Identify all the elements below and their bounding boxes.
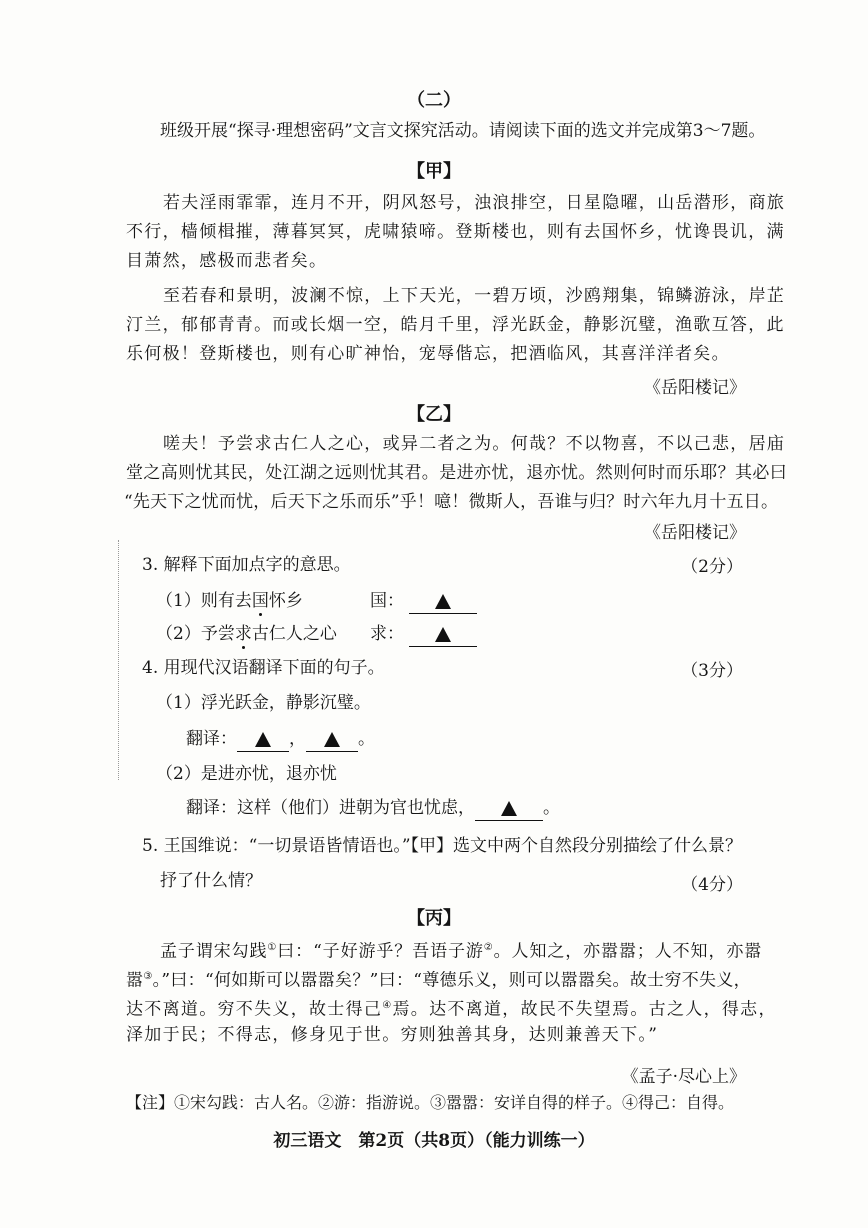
passage-yi-heading: 【乙】: [407, 404, 461, 425]
section-title: （二）: [407, 90, 461, 111]
triangle-icon: [435, 594, 451, 609]
triangle-icon: [255, 732, 271, 747]
q3-stem: 3. 解释下面加点字的意思。: [142, 555, 351, 575]
passage-bing-heading: 【丙】: [407, 908, 461, 929]
q3-answer-2: 求：: [370, 623, 477, 645]
q3-answer-1: 国：: [370, 590, 477, 612]
page-footer: 初三语文 第2页（共8页）（能力训练一）: [273, 1131, 595, 1151]
bing-line: 泽加于民；不得志，修身见于世。穷则独善其身，达则兼善天下。”: [126, 1025, 659, 1045]
intro-text: 班级开展“探寻·理想密码”文言文探究活动。请阅读下面的选文并完成第3～7题。: [160, 121, 766, 141]
q3-item-2: （2）予尝求古仁人之心: [156, 624, 337, 644]
bing-line: 嚣③。”曰：“何如斯可以嚣嚣矣？”曰：“尊德乐义，则可以嚣嚣矣。故士穷不失义，: [126, 970, 751, 991]
yi-line: 堂之高则忧其民，处江湖之远则忧其君。是进亦忧，退亦忧。然则何时而乐耶？其必曰: [126, 463, 788, 483]
q3-item-1: （1）则有去国怀乡: [156, 591, 303, 611]
answer-blank[interactable]: [409, 626, 477, 647]
q4-translate-2: 翻译：这样（他们）进朝为官也忧虑， 。: [186, 797, 560, 819]
jia-line: 不行，樯倾楫摧，薄暮冥冥，虎啸猿啼。登斯楼也，则有去国怀乡，忧谗畏讥，满: [126, 222, 785, 242]
triangle-icon: [324, 732, 340, 747]
jia-line: 乐何极！登斯楼也，则有心旷神怡，宠辱偕忘，把酒临风，其喜洋洋者矣。: [126, 344, 730, 364]
q4-item-2: （2）是进亦忧，退亦忧: [156, 764, 337, 784]
yi-line: “先天下之忧而忧，后天下之乐而乐”乎！噫！微斯人，吾谁与归？时六年九月十五日。: [124, 492, 779, 512]
answer-blank[interactable]: [237, 731, 289, 752]
q4-stem: 4. 用现代汉语翻译下面的句子。: [142, 658, 385, 678]
jia-line: 若夫淫雨霏霏，连月不开，阴风怒号，浊浪排空，日星隐曜，山岳潜形，商旅: [163, 193, 786, 213]
q4-score: （3分）: [681, 661, 743, 681]
q5-stem-cont: 抒了什么情？: [160, 871, 262, 891]
answer-blank[interactable]: [306, 731, 358, 752]
jia-line: 至若春和景明，波澜不惊，上下天光，一碧万顷，沙鸥翔集，锦鳞游泳，岸芷: [163, 286, 786, 306]
q3-score: （2分）: [681, 557, 743, 577]
q3-item-number: （2）: [156, 624, 201, 644]
q3-item-number: （1）: [156, 591, 201, 611]
annotation-note: 【注】①宋勾践：古人名。②游：指游说。③嚣嚣：安详自得的样子。④得己：自得。: [126, 1093, 735, 1112]
answer-blank[interactable]: [409, 593, 477, 614]
passage-jia-heading: 【甲】: [407, 161, 461, 182]
dotted-char: 求: [234, 624, 252, 644]
q4-translate-1: 翻译： ， 。: [186, 728, 375, 750]
yi-line: 嗟夫！予尝求古仁人之心，或异二者之为。何哉？不以物喜，不以己悲，居庙: [163, 434, 786, 454]
yi-source: 《岳阳楼记》: [644, 523, 746, 543]
q5-score: （4分）: [681, 875, 743, 895]
jia-line: 目萧然，感极而悲者矣。: [126, 251, 328, 271]
jia-line: 汀兰，郁郁青青。而或长烟一空，皓月千里，浮光跃金，静影沉璧，渔歌互答，此: [126, 315, 785, 335]
bing-source: 《孟子·尽心上》: [621, 1067, 746, 1087]
answer-blank[interactable]: [475, 800, 543, 821]
dotted-char: 国: [251, 591, 269, 611]
triangle-icon: [435, 627, 451, 642]
q4-item-1: （1）浮光跃金，静影沉璧。: [156, 693, 371, 713]
bing-line: 达不离道。穷不失义，故士得己④焉。达不离道，故民不失望焉。古之人，得志，: [126, 999, 777, 1020]
q5-stem: 5. 王国维说：“一切景语皆情语也。”【甲】选文中两个自然段分别描绘了什么景？: [142, 836, 743, 856]
jia-source: 《岳阳楼记》: [644, 378, 746, 398]
binding-margin-line: [118, 540, 120, 780]
bing-line: 孟子谓宋勾践①曰：“子好游乎？吾语子游②。人知之，亦嚣嚣；人不知，亦嚣: [160, 941, 763, 962]
triangle-icon: [501, 801, 517, 816]
